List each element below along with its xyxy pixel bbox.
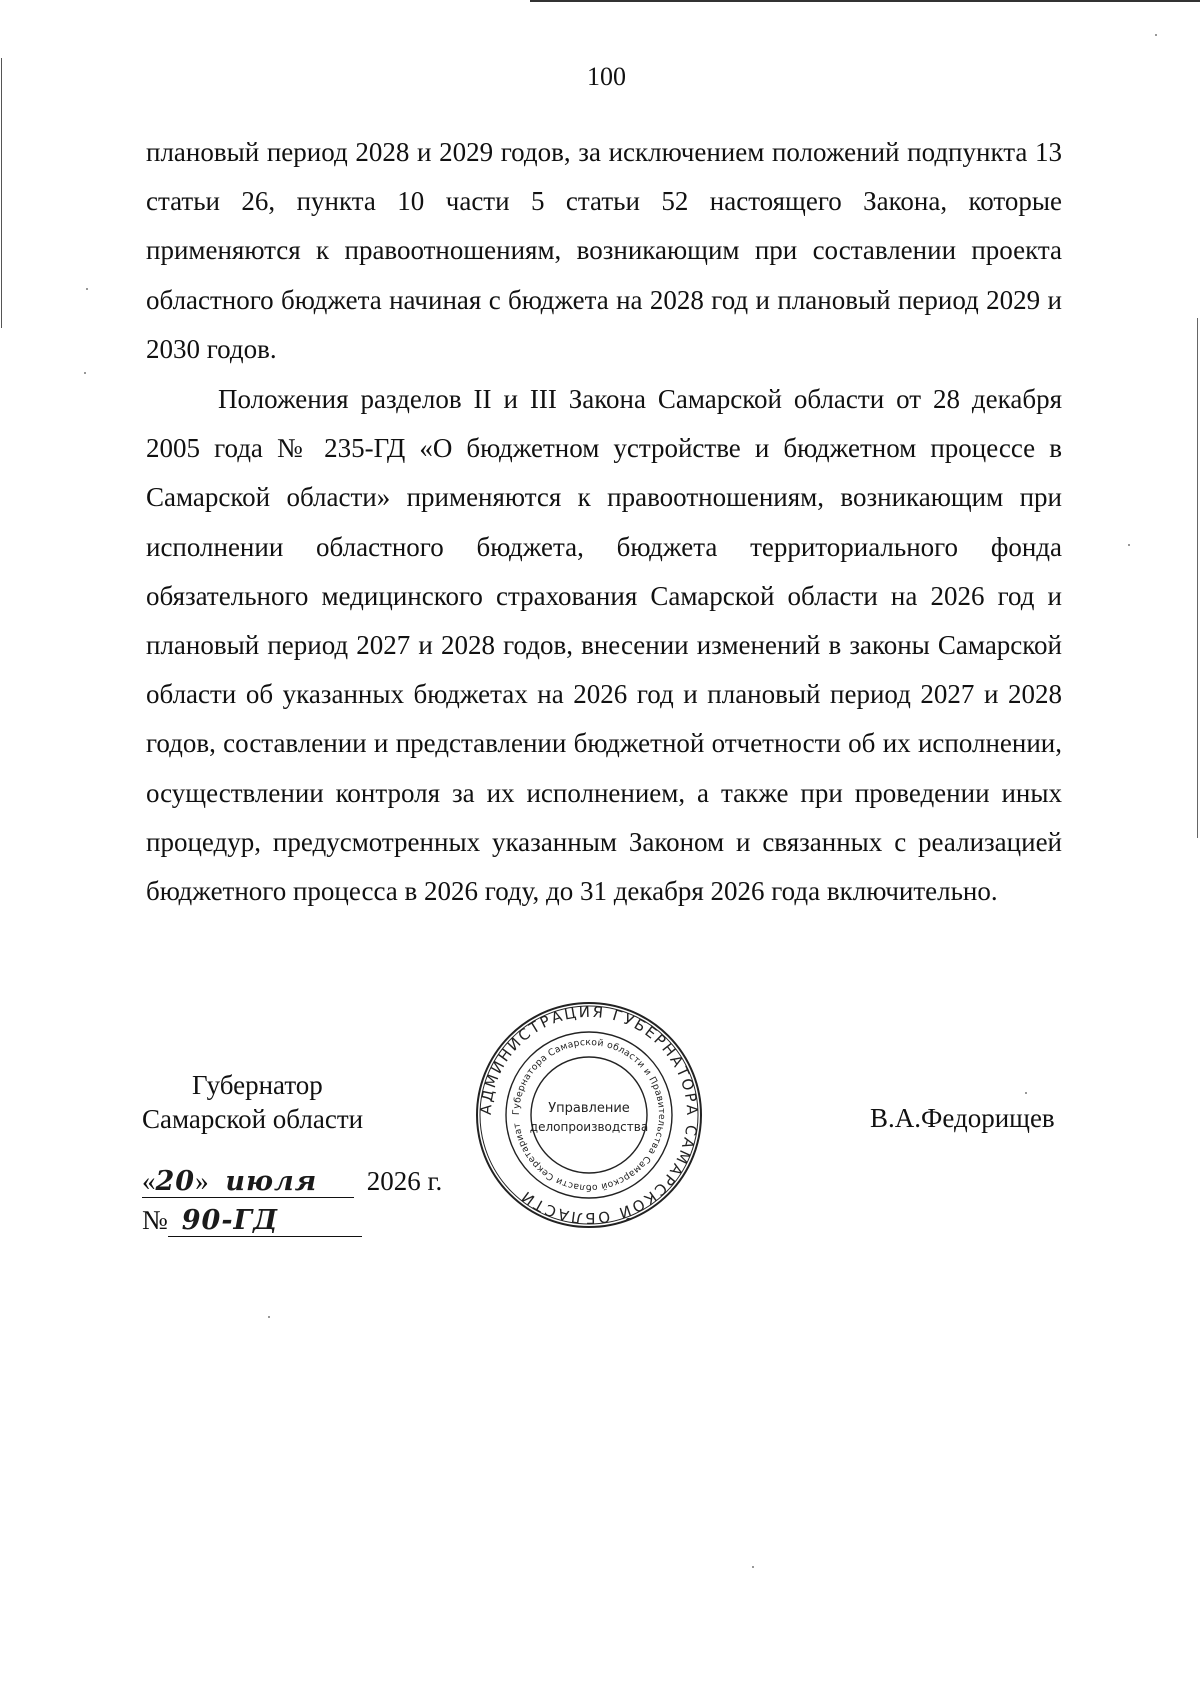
- page-number: 100: [587, 62, 626, 91]
- signatory-title: [142, 1068, 363, 1136]
- right-scan-edge: [1197, 318, 1198, 838]
- number-fill-line: [168, 1205, 362, 1237]
- document-body: [146, 128, 1062, 916]
- seal-center-line2: делопроизводства: [529, 1120, 649, 1134]
- handwritten-number: 90-ГД: [181, 1205, 279, 1236]
- date-year: 2026 г.: [366, 1166, 443, 1196]
- number-sign: №: [142, 1205, 168, 1235]
- date-fill-line: [142, 1166, 354, 1198]
- handwritten-month: июля: [225, 1166, 318, 1197]
- scan-speck: [1155, 34, 1157, 36]
- date-open-quote: «: [142, 1166, 156, 1196]
- law-number: [142, 1205, 362, 1237]
- handwritten-day: 20: [155, 1166, 196, 1197]
- paragraph-provisions: Положения разделов II и III Закона Самарской области от 28 декабря 2005 года № 235-ГД «О бюджетном устройстве и бюджетном процессе в Самарской области» применяются к правоотношениям, возникающим при исполнении областного бюджета, бюджета территориального фонда обязательного медицинского страхования Самарской области на 2026 год и плановый период 2027 и 2028 годов, внесении изменений в законы Самарской области об указанных бюджетах на 2026 год и плановый период 2027 и 2028 годов, составлении и представлении бюджетной отчетности об их исполнении, осуществлении контроля за их исполнением, а также при проведении иных процедур, предусмотренных указанным Законом и связанных с реализацией бюджетного процесса в 2026 году, до 31 декабря 2026 года включительно.: [146, 384, 1062, 907]
- scan-speck: [268, 1316, 270, 1318]
- scan-speck: [1025, 1092, 1027, 1094]
- scan-speck: [752, 1566, 754, 1568]
- scan-speck: [1128, 544, 1130, 546]
- paragraph-continuation: плановый период 2028 и 2029 годов, за исключением положений подпункта 13 статьи 26, пункта 10 части 5 статьи 52 настоящего Закона, которые применяются к правоотношениям, возникающим при составлении проекта областного бюджета начиная с бюджета на 2028 год и плановый период 2029 и 2030 годов.: [146, 137, 1062, 364]
- scan-speck: [86, 288, 88, 290]
- signatory-position: Губернатор: [192, 1070, 323, 1100]
- seal-inner-text: Губернатора Самарской области и Правительства Самарской области Секретариат: [510, 1036, 668, 1194]
- seal-outer-text: АДМИНИСТРАЦИЯ ГУБЕРНАТОРА САМАРСКОЙ ОБЛАСТИ: [476, 1002, 702, 1228]
- top-scan-rule: [530, 0, 1200, 2]
- date-close-quote: »: [195, 1166, 209, 1196]
- signatory-name: В.А.Федорищев: [870, 1103, 1055, 1133]
- official-round-seal: [474, 1000, 704, 1230]
- signatory-region: Самарской области: [142, 1104, 364, 1134]
- scan-speck: [84, 372, 86, 374]
- signing-date: [142, 1166, 442, 1198]
- left-scan-edge: [1, 58, 2, 328]
- seal-center-line1: Управление: [548, 1101, 630, 1116]
